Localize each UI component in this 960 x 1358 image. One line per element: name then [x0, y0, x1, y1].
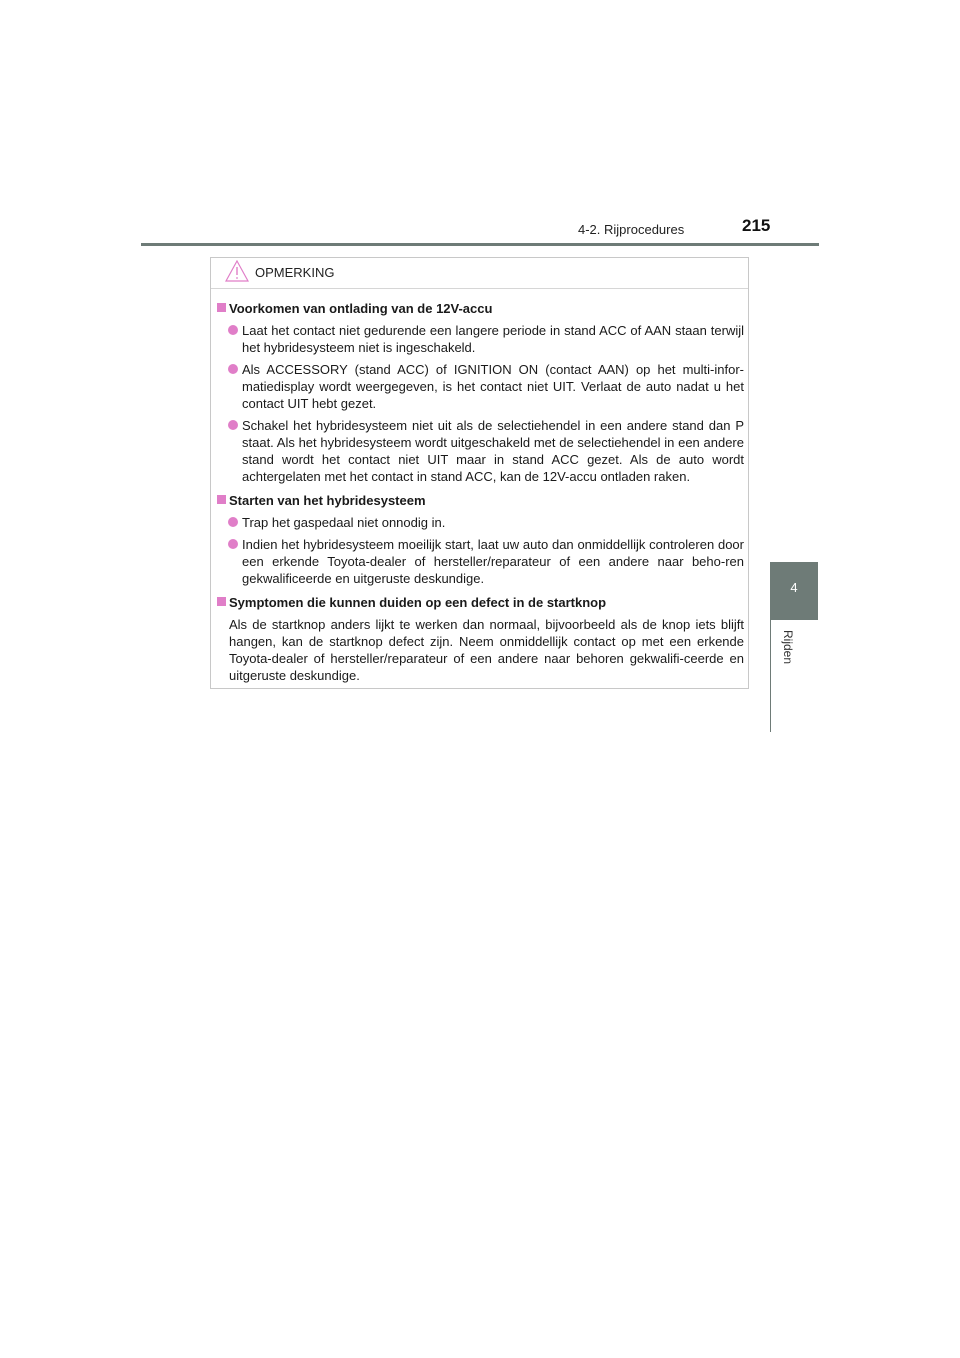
- dot-bullet-icon: [228, 420, 238, 430]
- chapter-tab: [770, 562, 818, 620]
- square-bullet-icon: [217, 303, 226, 312]
- dot-bullet-icon: [228, 325, 238, 335]
- dot-bullet-icon: [228, 364, 238, 374]
- notice-title: OPMERKING: [255, 265, 335, 280]
- notice-section: [217, 594, 744, 684]
- square-bullet-icon: [217, 495, 226, 504]
- chapter-tab-number: 4: [790, 580, 798, 595]
- section-heading: Symptomen die kunnen duiden op een defect in de startknop: [217, 594, 744, 611]
- header-section-title: 4-2. Rijprocedures: [578, 222, 685, 237]
- list-item: Indien het hybridesysteem moeilijk start, laat uw auto dan onmiddellijk controleren door een erkende Toyota-dealer of hersteller/reparateur of een andere naar beho-ren gekwalificeerde en uitgeruste deskundige.: [217, 536, 744, 587]
- dot-bullet-icon: [228, 539, 238, 549]
- list-item: Laat het contact niet gedurende een langere periode in stand ACC of AAN staan terwijl het hybridesysteem niet is ingeschakeld.: [217, 322, 744, 356]
- dot-bullet-icon: [228, 517, 238, 527]
- notice-section: [217, 300, 744, 485]
- list-item: Als ACCESSORY (stand ACC) of IGNITION ON (contact AAN) op het multi-infor-matiedisplay wordt weergegeven, is het contact niet UIT. Verlaat de auto nadat u het contact UIT hebt gezet.: [217, 361, 744, 412]
- section-heading: Starten van het hybridesysteem: [217, 492, 744, 509]
- warning-triangle-icon: [225, 260, 249, 282]
- list-item: Trap het gaspedaal niet onnodig in.: [217, 514, 744, 531]
- square-bullet-icon: [217, 597, 226, 606]
- list-item: Schakel het hybridesysteem niet uit als de selectiehendel in een andere stand dan P staat. Als het hybridesysteem wordt uitgeschakeld met de selectiehendel in een andere stand wordt het contact niet UIT maar in stand ACC gezet. Als de auto wordt achtergelaten met het contact in stand ACC, kan de 12V-accu ontladen raken.: [217, 417, 744, 485]
- notice-box: [210, 257, 749, 689]
- notice-body: [217, 300, 744, 691]
- section-paragraph: Als de startknop anders lijkt te werken dan normaal, bijvoorbeeld als de knop iets blijft hangen, kan de startknop defect zijn. Neem onmiddellijk contact op met een erkende Toyota-dealer of hersteller/reparateur of een andere naar behoren gekwalifi-ceerde en uitgeruste deskundige.: [229, 617, 744, 683]
- page-number: 215: [742, 216, 771, 235]
- header-rule: [141, 243, 819, 246]
- notice-section: [217, 492, 744, 587]
- chapter-tab-label: Rijden: [781, 630, 795, 665]
- section-heading: Voorkomen van ontlading van de 12V-accu: [217, 300, 744, 317]
- notice-header: [211, 258, 748, 289]
